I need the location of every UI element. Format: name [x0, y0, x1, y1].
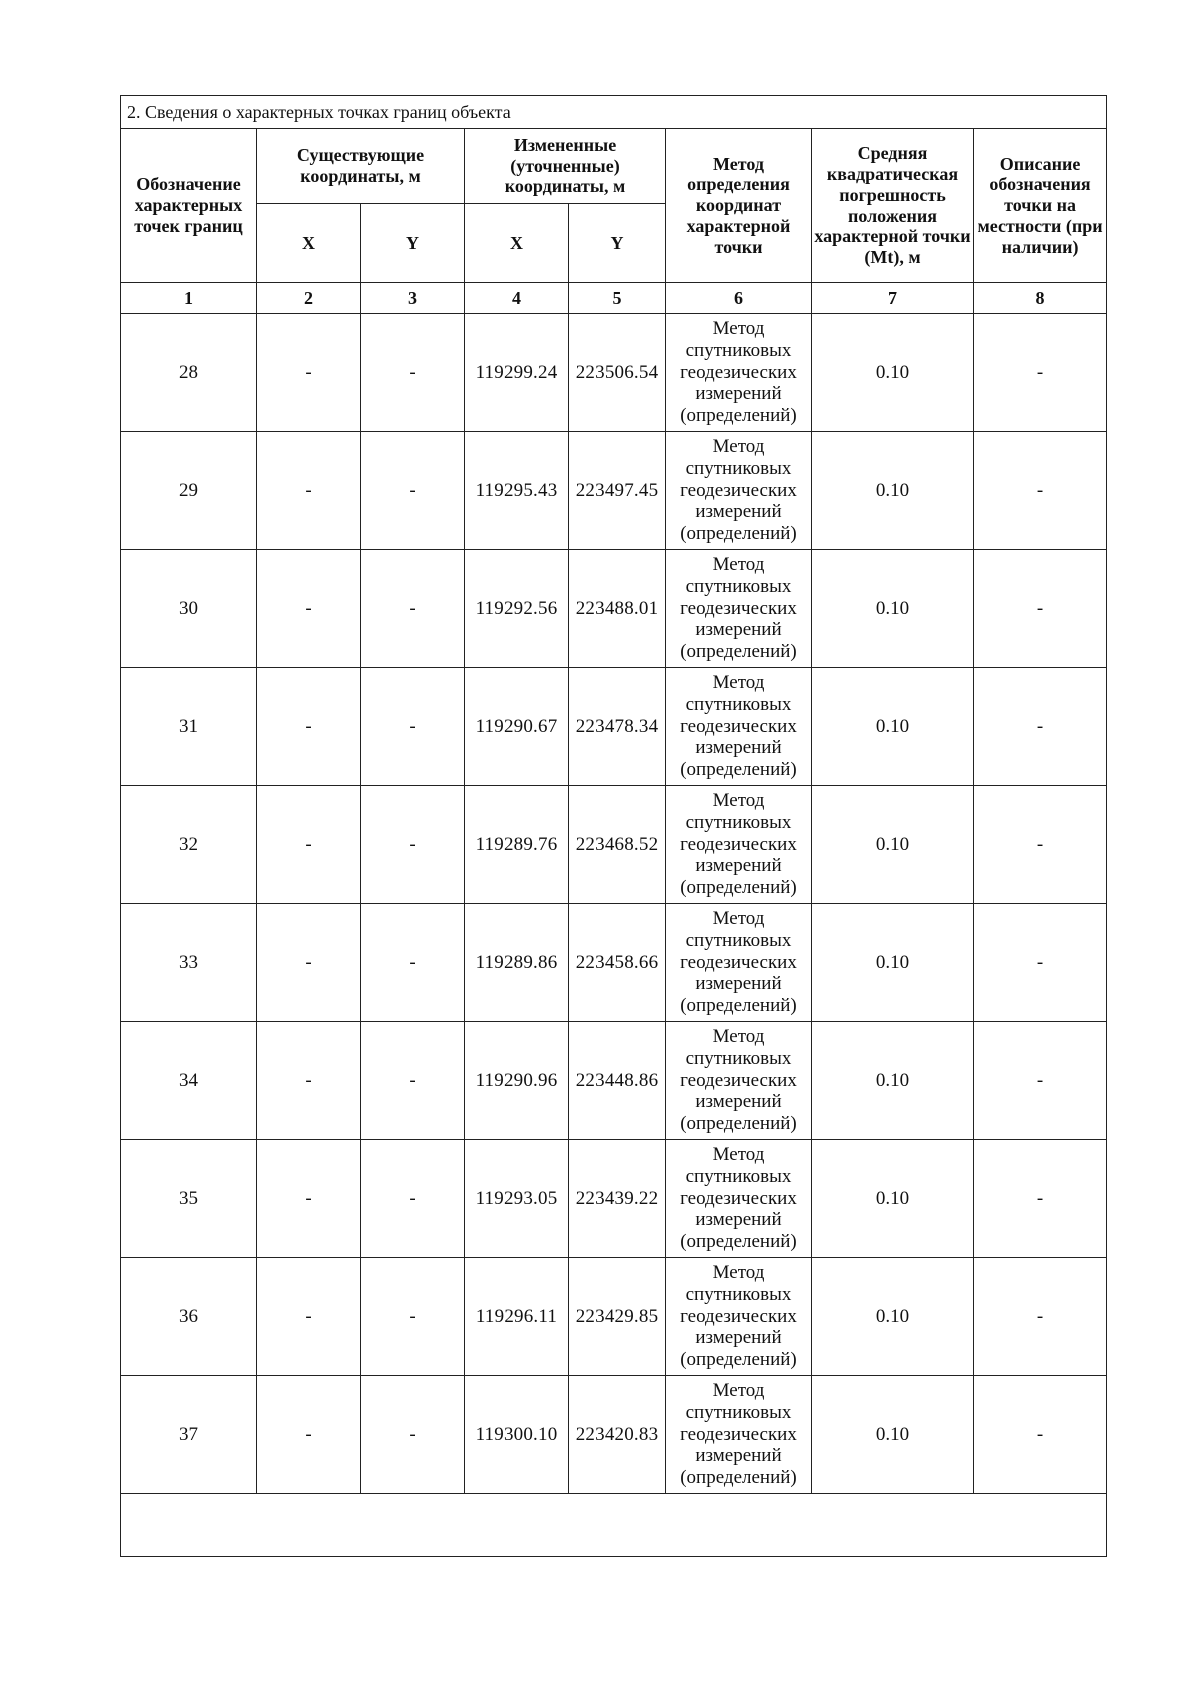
table-row	[121, 1376, 1107, 1494]
changed-x-cell: 119300.10	[465, 1376, 569, 1494]
existing-y-cell: -	[361, 904, 465, 1022]
changed-x-cell: 119292.56	[465, 550, 569, 668]
existing-x-cell: -	[257, 786, 361, 904]
point-number-cell: 30	[121, 550, 257, 668]
changed-x-cell: 119293.05	[465, 1140, 569, 1258]
method-cell	[666, 1140, 812, 1258]
description-cell: -	[974, 314, 1107, 432]
method-line: Метод	[712, 553, 765, 575]
boundary-points-table	[120, 95, 1107, 1557]
header-changed-y: Y	[569, 204, 666, 283]
changed-y-cell: 223420.83	[569, 1376, 666, 1494]
changed-x-cell: 119295.43	[465, 432, 569, 550]
existing-y-cell: -	[361, 550, 465, 668]
method-line: (определений)	[680, 1467, 797, 1489]
method-cell	[666, 1022, 812, 1140]
method-line: спутниковых	[685, 1401, 792, 1423]
method-cell	[666, 314, 812, 432]
point-number-cell: 34	[121, 1022, 257, 1140]
method-line: геодезических	[680, 715, 797, 737]
method-line: геодезических	[680, 1187, 797, 1209]
existing-y-cell: -	[361, 432, 465, 550]
changed-y-cell: 223478.34	[569, 668, 666, 786]
method-line: геодезических	[680, 1069, 797, 1091]
header-existing-y: Y	[361, 204, 465, 283]
method-line: измерений	[695, 1445, 782, 1467]
existing-x-cell: -	[257, 1376, 361, 1494]
method-line: Метод	[712, 1379, 765, 1401]
method-line: (определений)	[680, 405, 797, 427]
table-row	[121, 786, 1107, 904]
header-point-designation: Обозначение характерных точек границ	[121, 129, 257, 283]
existing-y-cell: -	[361, 1022, 465, 1140]
description-cell: -	[974, 1022, 1107, 1140]
description-cell: -	[974, 668, 1107, 786]
method-line: (определений)	[680, 995, 797, 1017]
method-line: Метод	[712, 907, 765, 929]
method-line: измерений	[695, 501, 782, 523]
method-cell	[666, 904, 812, 1022]
error-cell: 0.10	[812, 1258, 974, 1376]
method-line: геодезических	[680, 833, 797, 855]
column-numbers-row	[121, 283, 1107, 314]
existing-x-cell: -	[257, 1022, 361, 1140]
header-changed-x: X	[465, 204, 569, 283]
method-cell	[666, 550, 812, 668]
method-line: (определений)	[680, 1349, 797, 1371]
header-existing-coordinates: Существующие координаты, м	[257, 129, 465, 204]
method-cell	[666, 786, 812, 904]
method-cell	[666, 1258, 812, 1376]
changed-x-cell: 119289.86	[465, 904, 569, 1022]
existing-x-cell: -	[257, 1140, 361, 1258]
method-line: измерений	[695, 619, 782, 641]
existing-x-cell: -	[257, 1258, 361, 1376]
method-line: (определений)	[680, 523, 797, 545]
method-line: Метод	[712, 1261, 765, 1283]
method-line: спутниковых	[685, 811, 792, 833]
method-line: спутниковых	[685, 1283, 792, 1305]
table-row	[121, 1022, 1107, 1140]
point-number-cell: 37	[121, 1376, 257, 1494]
empty-cell	[121, 1494, 1107, 1557]
changed-x-cell: 119296.11	[465, 1258, 569, 1376]
method-line: измерений	[695, 973, 782, 995]
description-cell: -	[974, 1140, 1107, 1258]
method-line: Метод	[712, 1143, 765, 1165]
point-number-cell: 28	[121, 314, 257, 432]
column-number: 7	[812, 283, 974, 314]
column-number: 4	[465, 283, 569, 314]
existing-x-cell: -	[257, 668, 361, 786]
changed-y-cell: 223497.45	[569, 432, 666, 550]
error-cell: 0.10	[812, 904, 974, 1022]
existing-y-cell: -	[361, 668, 465, 786]
table-row	[121, 1258, 1107, 1376]
changed-y-cell: 223448.86	[569, 1022, 666, 1140]
method-line: геодезических	[680, 597, 797, 619]
changed-y-cell: 223458.66	[569, 904, 666, 1022]
method-cell	[666, 668, 812, 786]
column-number: 3	[361, 283, 465, 314]
method-line: спутниковых	[685, 929, 792, 951]
empty-row	[121, 1494, 1107, 1557]
column-number: 1	[121, 283, 257, 314]
changed-x-cell: 119290.96	[465, 1022, 569, 1140]
header-description: Описание обозначения точки на местности (при наличии)	[974, 129, 1107, 283]
point-number-cell: 31	[121, 668, 257, 786]
existing-y-cell: -	[361, 786, 465, 904]
error-cell: 0.10	[812, 550, 974, 668]
column-number: 2	[257, 283, 361, 314]
table-row	[121, 668, 1107, 786]
existing-y-cell: -	[361, 1376, 465, 1494]
header-existing-x: X	[257, 204, 361, 283]
header-error: Средняя квадратическая погрешность положения характерной точки (Mt), м	[812, 129, 974, 283]
existing-y-cell: -	[361, 314, 465, 432]
method-line: измерений	[695, 1327, 782, 1349]
method-line: Метод	[712, 1025, 765, 1047]
column-number: 8	[974, 283, 1107, 314]
description-cell: -	[974, 1258, 1107, 1376]
method-line: (определений)	[680, 1231, 797, 1253]
error-cell: 0.10	[812, 1140, 974, 1258]
method-line: спутниковых	[685, 575, 792, 597]
changed-y-cell: 223429.85	[569, 1258, 666, 1376]
method-line: измерений	[695, 855, 782, 877]
method-line: спутниковых	[685, 1165, 792, 1187]
method-line: Метод	[712, 671, 765, 693]
method-line: измерений	[695, 737, 782, 759]
method-line: геодезических	[680, 479, 797, 501]
table-row	[121, 550, 1107, 668]
point-number-cell: 36	[121, 1258, 257, 1376]
method-line: геодезических	[680, 1305, 797, 1327]
description-cell: -	[974, 550, 1107, 668]
method-line: Метод	[712, 317, 765, 339]
method-line: спутниковых	[685, 457, 792, 479]
method-line: Метод	[712, 789, 765, 811]
method-cell	[666, 432, 812, 550]
method-line: (определений)	[680, 759, 797, 781]
changed-y-cell: 223506.54	[569, 314, 666, 432]
error-cell: 0.10	[812, 786, 974, 904]
method-line: спутниковых	[685, 1047, 792, 1069]
error-cell: 0.10	[812, 432, 974, 550]
method-line: (определений)	[680, 1113, 797, 1135]
error-cell: 0.10	[812, 668, 974, 786]
point-number-cell: 33	[121, 904, 257, 1022]
method-line: геодезических	[680, 1423, 797, 1445]
method-line: (определений)	[680, 641, 797, 663]
method-line: измерений	[695, 1209, 782, 1231]
header-changed-coordinates: Измененные (уточненные) координаты, м	[465, 129, 666, 204]
error-cell: 0.10	[812, 314, 974, 432]
point-number-cell: 35	[121, 1140, 257, 1258]
method-line: измерений	[695, 383, 782, 405]
method-line: измерений	[695, 1091, 782, 1113]
method-line: геодезических	[680, 951, 797, 973]
method-line: геодезических	[680, 361, 797, 383]
existing-x-cell: -	[257, 314, 361, 432]
description-cell: -	[974, 432, 1107, 550]
description-cell: -	[974, 1376, 1107, 1494]
header-method: Метод определения координат характерной точки	[666, 129, 812, 283]
description-cell: -	[974, 904, 1107, 1022]
existing-x-cell: -	[257, 550, 361, 668]
table-row	[121, 904, 1107, 1022]
description-cell: -	[974, 786, 1107, 904]
point-number-cell: 32	[121, 786, 257, 904]
changed-x-cell: 119290.67	[465, 668, 569, 786]
table-row	[121, 314, 1107, 432]
existing-x-cell: -	[257, 432, 361, 550]
changed-x-cell: 119299.24	[465, 314, 569, 432]
method-line: спутниковых	[685, 693, 792, 715]
column-number: 6	[666, 283, 812, 314]
changed-x-cell: 119289.76	[465, 786, 569, 904]
error-cell: 0.10	[812, 1376, 974, 1494]
changed-y-cell: 223439.22	[569, 1140, 666, 1258]
method-line: (определений)	[680, 877, 797, 899]
existing-y-cell: -	[361, 1140, 465, 1258]
method-line: спутниковых	[685, 339, 792, 361]
table-row	[121, 432, 1107, 550]
existing-y-cell: -	[361, 1258, 465, 1376]
table-row	[121, 1140, 1107, 1258]
existing-x-cell: -	[257, 904, 361, 1022]
point-number-cell: 29	[121, 432, 257, 550]
method-line: Метод	[712, 435, 765, 457]
error-cell: 0.10	[812, 1022, 974, 1140]
section-title: 2. Сведения о характерных точках границ объекта	[121, 96, 1107, 129]
column-number: 5	[569, 283, 666, 314]
data-rows	[121, 314, 1107, 1494]
method-cell	[666, 1376, 812, 1494]
changed-y-cell: 223468.52	[569, 786, 666, 904]
changed-y-cell: 223488.01	[569, 550, 666, 668]
